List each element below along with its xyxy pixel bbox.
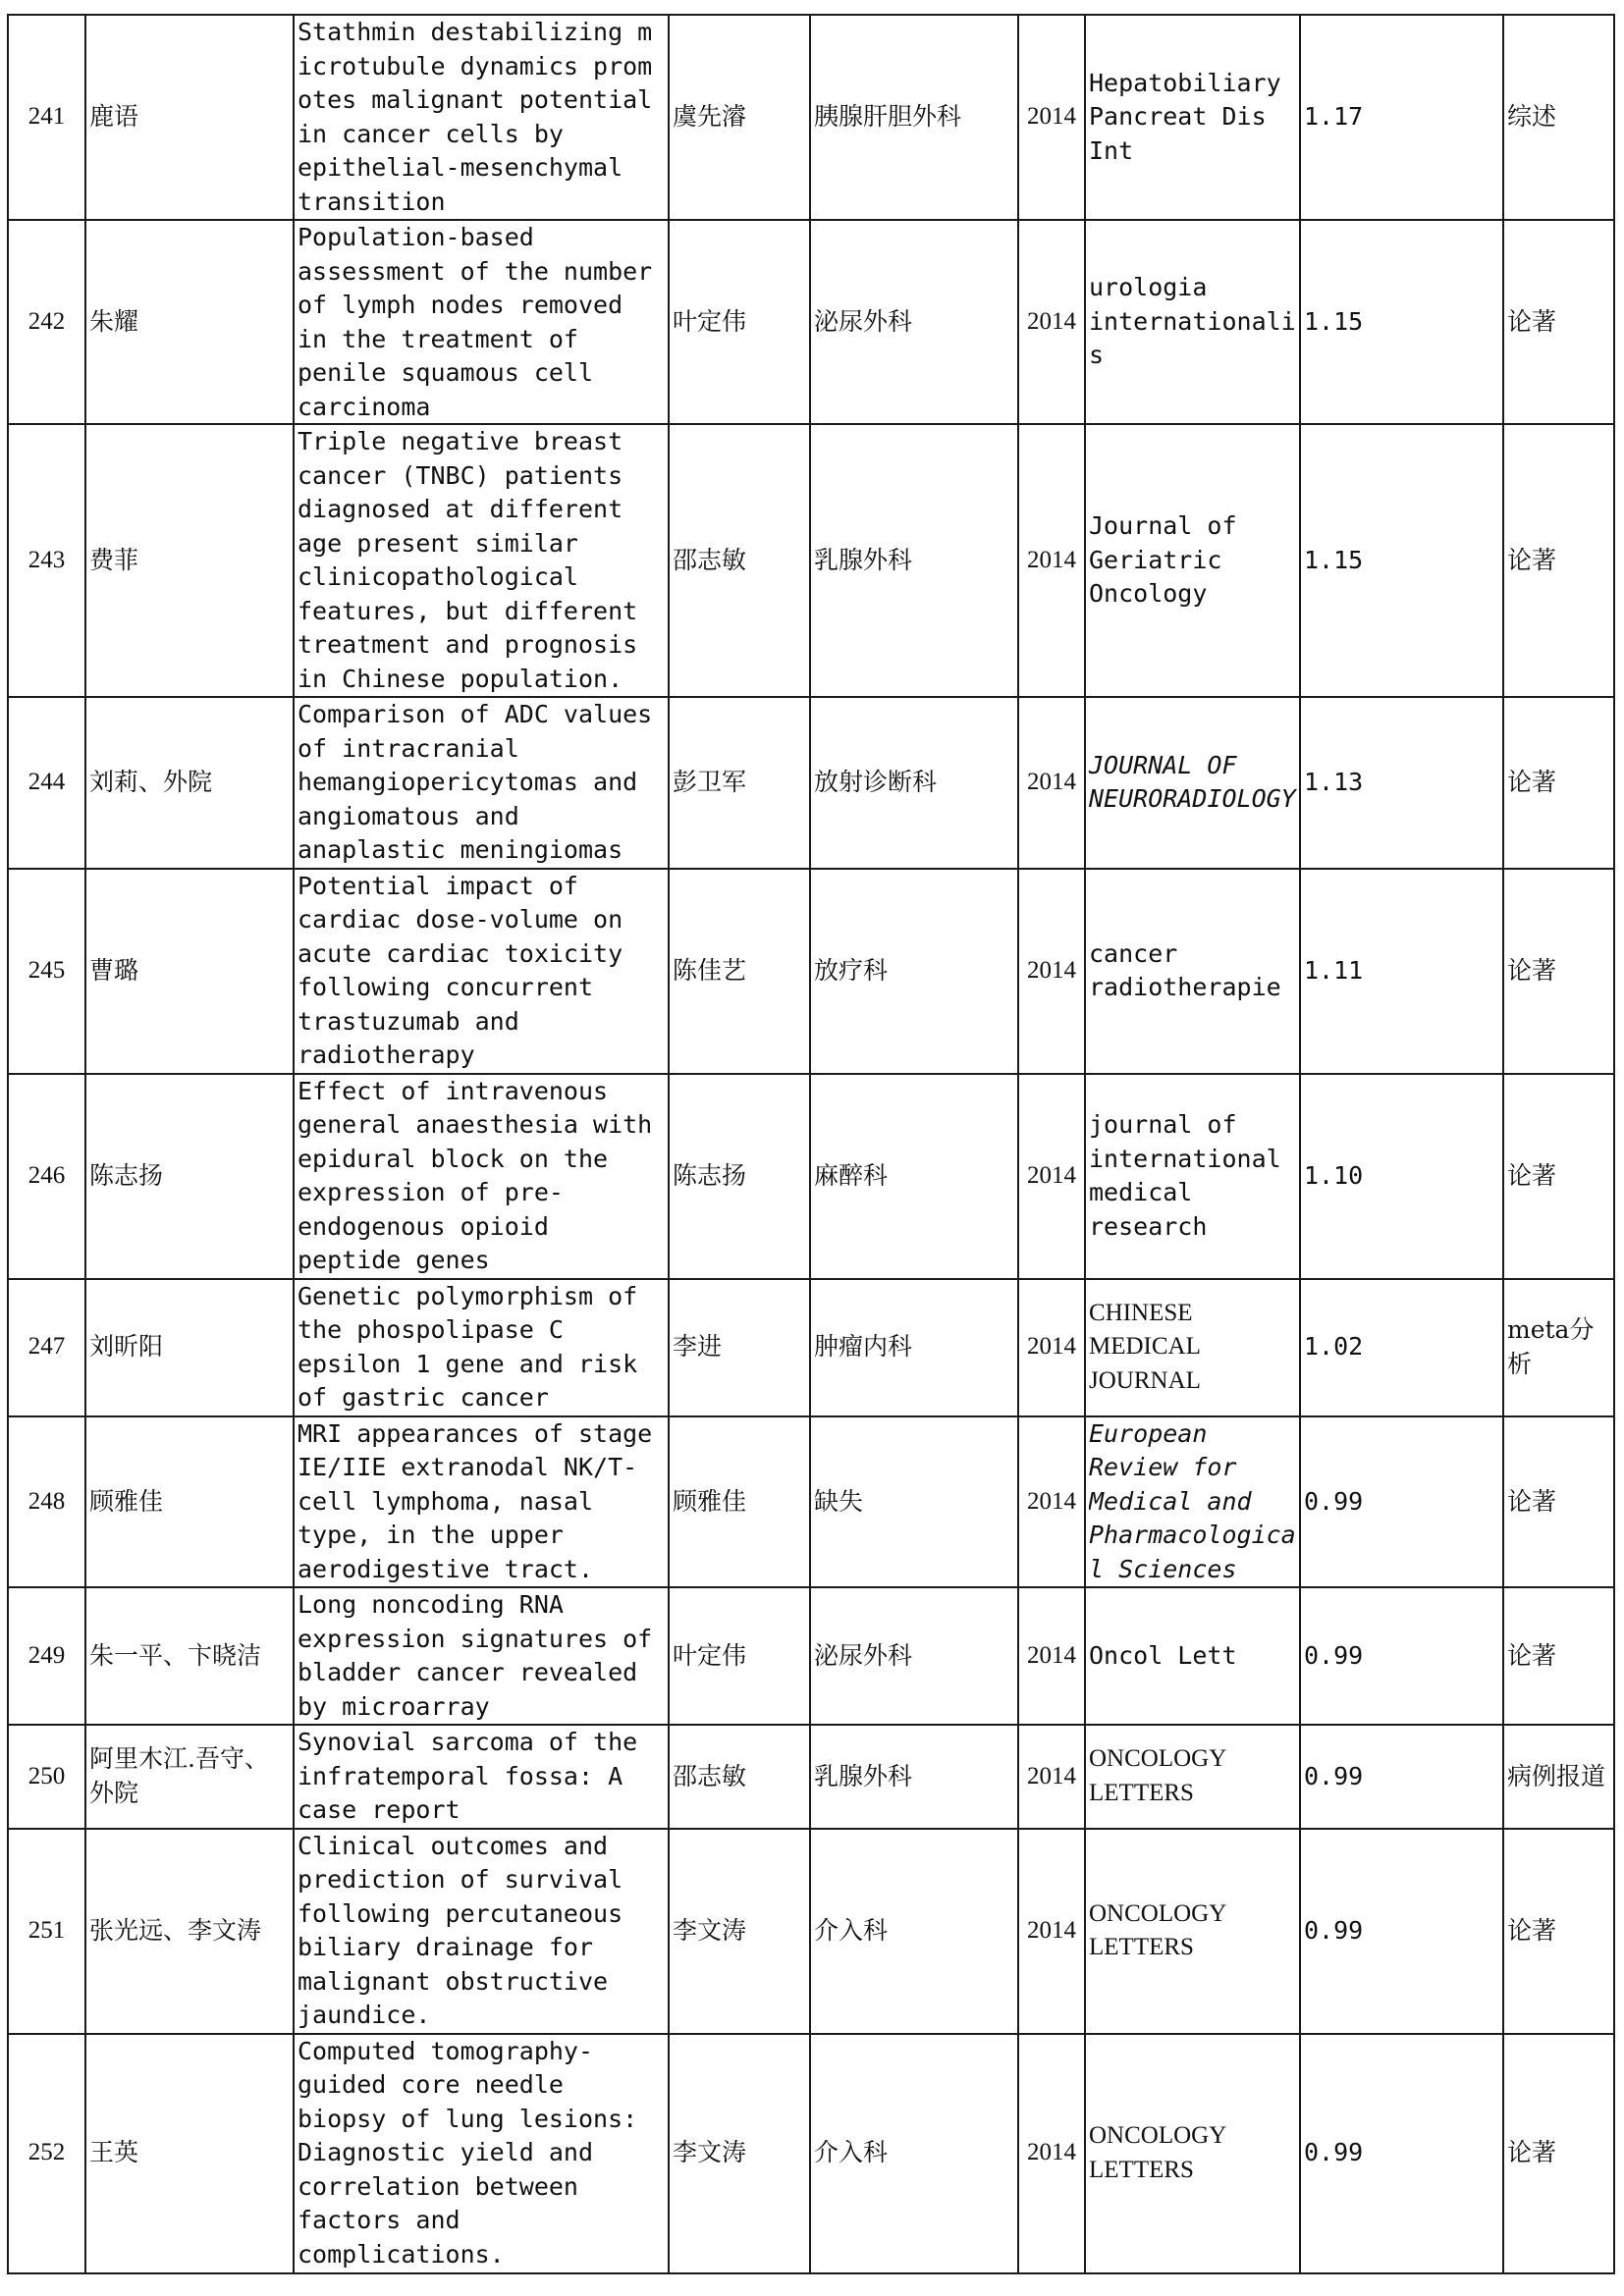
author-cell: 费菲 (85, 424, 294, 697)
author-cell: 朱耀 (85, 220, 294, 424)
journal-cell: CHINESE MEDICAL JOURNAL (1085, 1279, 1300, 1416)
title-text: Long noncoding RNA expression signatures of bladder cancer revealed by microarray (298, 1590, 653, 1721)
article-type-cell: 论著 (1503, 220, 1614, 424)
journal-cell: ONCOLOGY LETTERS (1085, 2034, 1300, 2273)
table-row (8, 1587, 1614, 1725)
row-number: 245 (8, 869, 85, 1074)
title-cell (294, 1829, 669, 2034)
row-number: 247 (8, 1279, 85, 1416)
corresponding-author-cell: 叶定伟 (669, 1587, 810, 1725)
table-row (8, 1416, 1614, 1588)
title-text: Comparison of ADC values of intracranial hemangiopericytomas and angiomatous and anaplastic meningiomas (298, 700, 653, 864)
impact-factor-cell: 1.15 (1300, 424, 1503, 697)
corresponding-author-cell: 陈志扬 (669, 1074, 810, 1279)
title-cell (294, 869, 669, 1074)
table-row (8, 2034, 1614, 2273)
department-cell: 肿瘤内科 (810, 1279, 1018, 1416)
impact-factor-cell: 1.10 (1300, 1074, 1503, 1279)
impact-factor-cell: 0.99 (1300, 1725, 1503, 1829)
impact-factor-cell: 0.99 (1300, 1416, 1503, 1588)
article-type-cell: 论著 (1503, 869, 1614, 1074)
author-cell: 鹿语 (85, 15, 294, 220)
journal-cell: ONCOLOGY LETTERS (1085, 1725, 1300, 1829)
row-number: 241 (8, 15, 85, 220)
impact-factor-cell: 0.99 (1300, 2034, 1503, 2273)
table-row (8, 220, 1614, 424)
department-cell: 胰腺肝胆外科 (810, 15, 1018, 220)
corresponding-author-cell: 叶定伟 (669, 220, 810, 424)
table-row (8, 869, 1614, 1074)
department-cell: 乳腺外科 (810, 1725, 1018, 1829)
author-cell: 刘昕阳 (85, 1279, 294, 1416)
year-cell: 2014 (1018, 15, 1085, 220)
journal-cell: urologia internationali s (1085, 220, 1300, 424)
title-cell (294, 220, 669, 424)
title-text: MRI appearances of stage IE/IIE extranodal NK/T-cell lymphoma, nasal type, in the upper aerodigestive tract. (298, 1418, 653, 1583)
table-row (8, 1829, 1614, 2034)
title-cell (294, 697, 669, 869)
row-number: 243 (8, 424, 85, 697)
year-cell: 2014 (1018, 1587, 1085, 1725)
corresponding-author-cell: 虞先濬 (669, 15, 810, 220)
impact-factor-cell: 1.15 (1300, 220, 1503, 424)
article-type-cell: meta分析 (1503, 1279, 1614, 1416)
impact-factor-cell: 1.11 (1300, 869, 1503, 1074)
title-text: Synovial sarcoma of the infratemporal fossa: A case report (298, 1728, 638, 1824)
title-text: Genetic polymorphism of the phospolipase C epsilon 1 gene and risk of gastric cancer (298, 1281, 638, 1412)
title-cell (294, 424, 669, 697)
author-cell: 刘莉、外院 (85, 697, 294, 869)
title-cell (294, 1074, 669, 1279)
title-cell (294, 15, 669, 220)
year-cell: 2014 (1018, 1725, 1085, 1829)
journal-cell (1085, 1416, 1300, 1588)
table-body (8, 15, 1614, 2273)
year-cell: 2014 (1018, 220, 1085, 424)
corresponding-author-cell: 李进 (669, 1279, 810, 1416)
title-text: Clinical outcomes and prediction of survival following percutaneous biliary drainage for malignant obstructive jaundice. (298, 1831, 623, 2029)
author-cell: 朱一平、卞晓洁 (85, 1587, 294, 1725)
department-cell: 介入科 (810, 1829, 1018, 2034)
row-number: 244 (8, 697, 85, 869)
article-type-cell: 综述 (1503, 15, 1614, 220)
journal-cell: Journal of Geriatric Oncology (1085, 424, 1300, 697)
article-type-cell: 论著 (1503, 1416, 1614, 1588)
row-number: 250 (8, 1725, 85, 1829)
table-row (8, 697, 1614, 869)
year-cell: 2014 (1018, 1829, 1085, 2034)
article-type-cell: 论著 (1503, 424, 1614, 697)
year-cell: 2014 (1018, 424, 1085, 697)
impact-factor-cell: 0.99 (1300, 1829, 1503, 2034)
author-cell: 顾雅佳 (85, 1416, 294, 1588)
author-cell: 王英 (85, 2034, 294, 2273)
author-cell: 阿里木江.吾守、外院 (85, 1725, 294, 1829)
article-type-cell: 论著 (1503, 1829, 1614, 2034)
impact-factor-cell: 1.17 (1300, 15, 1503, 220)
year-cell: 2014 (1018, 1074, 1085, 1279)
department-cell: 放射诊断科 (810, 697, 1018, 869)
journal-text: European Review for Medical and Pharmacologica l Sciences (1089, 1418, 1296, 1583)
year-cell: 2014 (1018, 869, 1085, 1074)
corresponding-author-cell: 彭卫军 (669, 697, 810, 869)
corresponding-author-cell: 顾雅佳 (669, 1416, 810, 1588)
impact-factor-cell: 1.13 (1300, 697, 1503, 869)
publication-table (7, 14, 1615, 2274)
journal-cell: Hepatobiliary Pancreat Dis Int (1085, 15, 1300, 220)
department-cell: 泌尿外科 (810, 1587, 1018, 1725)
corresponding-author-cell: 邵志敏 (669, 1725, 810, 1829)
journal-cell: ONCOLOGY LETTERS (1085, 1829, 1300, 2034)
corresponding-author-cell: 李文涛 (669, 2034, 810, 2273)
title-cell (294, 2034, 669, 2273)
title-text: Triple negative breast cancer (TNBC) patients diagnosed at different age present similar clinicopathological features, but different treatment and prognosis in Chinese population. (298, 427, 638, 693)
year-cell: 2014 (1018, 1279, 1085, 1416)
title-text: Computed tomography-guided core needle biopsy of lung lesions: Diagnostic yield and correlation between factors and complications. (298, 2036, 638, 2269)
title-cell (294, 1725, 669, 1829)
journal-cell: JOURNAL OF NEURORADIOLOGY (1085, 697, 1300, 869)
row-number: 242 (8, 220, 85, 424)
article-type-cell: 论著 (1503, 2034, 1614, 2273)
department-cell: 介入科 (810, 2034, 1018, 2273)
table-row (8, 1279, 1614, 1416)
row-number: 251 (8, 1829, 85, 2034)
table-row (8, 1725, 1614, 1829)
department-cell: 缺失 (810, 1416, 1018, 1588)
impact-factor-cell: 1.02 (1300, 1279, 1503, 1416)
row-number: 246 (8, 1074, 85, 1279)
department-cell: 泌尿外科 (810, 220, 1018, 424)
department-cell: 麻醉科 (810, 1074, 1018, 1279)
journal-cell: cancer radiotherapie (1085, 869, 1300, 1074)
article-type-cell: 论著 (1503, 1074, 1614, 1279)
journal-cell: Oncol Lett (1085, 1587, 1300, 1725)
year-cell: 2014 (1018, 2034, 1085, 2273)
year-cell: 2014 (1018, 1416, 1085, 1588)
journal-cell: journal of international medical research (1085, 1074, 1300, 1279)
title-cell (294, 1587, 669, 1725)
title-text: Stathmin destabilizing m icrotubule dynamics prom otes malignant potential in cancer cells by epithelial-mesenchymal transition (298, 18, 653, 216)
year-cell: 2014 (1018, 697, 1085, 869)
author-cell: 曹璐 (85, 869, 294, 1074)
title-cell (294, 1279, 669, 1416)
table-row (8, 15, 1614, 220)
row-number: 248 (8, 1416, 85, 1588)
department-cell: 乳腺外科 (810, 424, 1018, 697)
corresponding-author-cell: 陈佳艺 (669, 869, 810, 1074)
department-cell: 放疗科 (810, 869, 1018, 1074)
title-text: Potential impact of cardiac dose‑volume on acute cardiac toxicity following concurrent trastuzumab and radiotherapy (298, 871, 623, 1069)
author-cell: 陈志扬 (85, 1074, 294, 1279)
row-number: 252 (8, 2034, 85, 2273)
article-type-cell: 论著 (1503, 697, 1614, 869)
table-row (8, 1074, 1614, 1279)
corresponding-author-cell: 邵志敏 (669, 424, 810, 697)
author-cell: 张光远、李文涛 (85, 1829, 294, 2034)
row-number: 249 (8, 1587, 85, 1725)
article-type-cell: 病例报道 (1503, 1725, 1614, 1829)
title-cell (294, 1416, 669, 1588)
table-row (8, 424, 1614, 697)
title-text: Population-based assessment of the number of lymph nodes removed in the treatment of penile squamous cell carcinoma (298, 223, 653, 421)
article-type-cell: 论著 (1503, 1587, 1614, 1725)
impact-factor-cell: 0.99 (1300, 1587, 1503, 1725)
corresponding-author-cell: 李文涛 (669, 1829, 810, 2034)
title-text: Effect of intravenous general anaesthesia with epidural block on the expression of pre-endogenous opioid peptide genes (298, 1076, 653, 1274)
